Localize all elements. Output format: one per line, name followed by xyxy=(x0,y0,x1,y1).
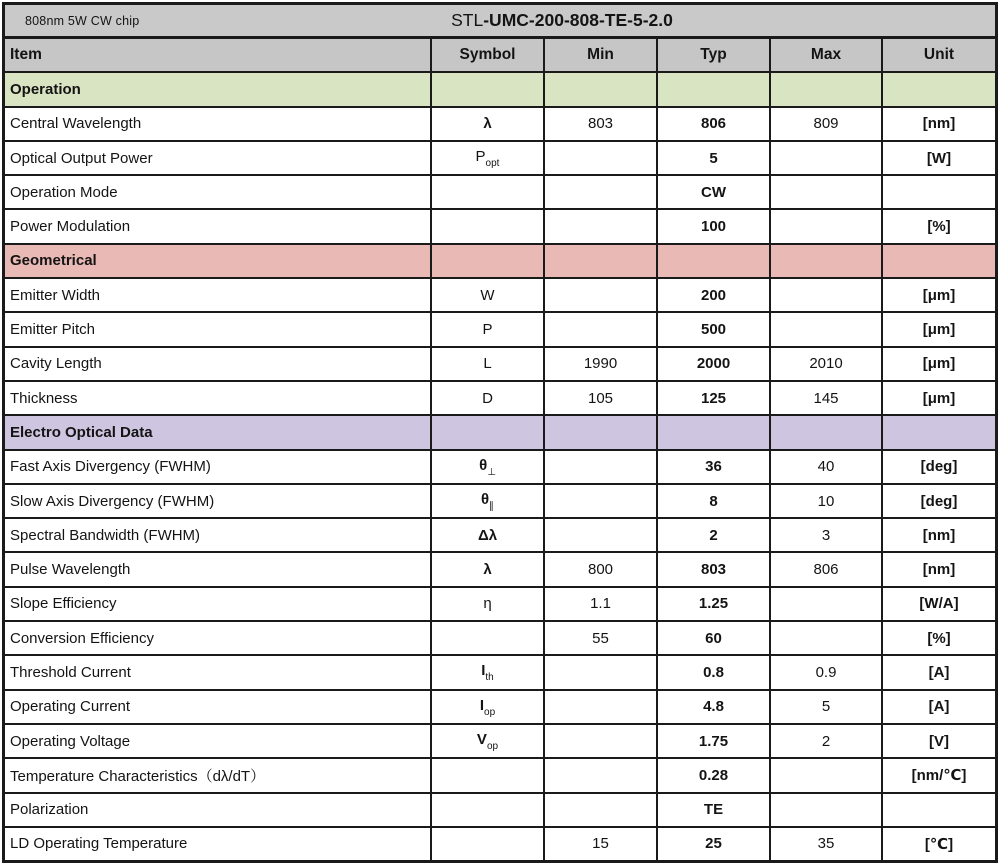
max-value: 5 xyxy=(770,690,882,724)
typ-value: 500 xyxy=(657,312,770,346)
spec-row-temperature-characteristics-d-dt xyxy=(5,758,995,792)
typ-value: 100 xyxy=(657,209,770,243)
min-value: 800 xyxy=(544,552,657,586)
symbol: η xyxy=(431,587,544,621)
max-value: 145 xyxy=(770,381,882,415)
section-empty-cell xyxy=(882,72,995,106)
section-empty-cell xyxy=(544,244,657,278)
title-bar xyxy=(5,5,995,39)
unit-value: [nm] xyxy=(882,552,995,586)
unit-value: [μm] xyxy=(882,347,995,381)
unit-value: [%] xyxy=(882,209,995,243)
unit-value: [μm] xyxy=(882,381,995,415)
item-name: Fast Axis Divergency (FWHM) xyxy=(5,450,431,484)
min-value xyxy=(544,141,657,175)
max-value: 40 xyxy=(770,450,882,484)
typ-value: 200 xyxy=(657,278,770,312)
max-value xyxy=(770,175,882,209)
model-number xyxy=(67,5,1000,36)
spec-row-thickness xyxy=(5,381,995,415)
typ-value: 60 xyxy=(657,621,770,655)
typ-value: TE xyxy=(657,793,770,827)
symbol: λ xyxy=(431,107,544,141)
max-value xyxy=(770,312,882,346)
item-name: Spectral Bandwidth (FWHM) xyxy=(5,518,431,552)
typ-value: 0.8 xyxy=(657,655,770,689)
symbol: $\theta_\perp$ xyxy=(431,450,544,484)
max-value xyxy=(770,758,882,792)
spec-row-operation-mode xyxy=(5,175,995,209)
symbol xyxy=(431,621,544,655)
max-value: 809 xyxy=(770,107,882,141)
min-value xyxy=(544,518,657,552)
item-name: Cavity Length xyxy=(5,347,431,381)
unit-value: [%] xyxy=(882,621,995,655)
max-value: 2010 xyxy=(770,347,882,381)
min-value xyxy=(544,312,657,346)
spec-row-pulse-wavelength xyxy=(5,552,995,586)
min-value xyxy=(544,484,657,518)
spec-row-conversion-efficiency xyxy=(5,621,995,655)
spec-row-emitter-width xyxy=(5,278,995,312)
item-name: Slow Axis Divergency (FWHM) xyxy=(5,484,431,518)
typ-value: 803 xyxy=(657,552,770,586)
typ-value: 2000 xyxy=(657,347,770,381)
item-name: Central Wavelength xyxy=(5,107,431,141)
spec-row-fast-axis-divergency-fwhm xyxy=(5,450,995,484)
symbol: λ xyxy=(431,552,544,586)
unit-value: [A] xyxy=(882,690,995,724)
min-value: 803 xyxy=(544,107,657,141)
max-value xyxy=(770,209,882,243)
symbol xyxy=(431,175,544,209)
unit-value xyxy=(882,793,995,827)
section-empty-cell xyxy=(882,244,995,278)
typ-value: 125 xyxy=(657,381,770,415)
column-header-min: Min xyxy=(544,39,657,72)
max-value xyxy=(770,278,882,312)
spec-row-spectral-bandwidth-fwhm xyxy=(5,518,995,552)
min-value xyxy=(544,450,657,484)
typ-value: 1.75 xyxy=(657,724,770,758)
item-name: Operation Mode xyxy=(5,175,431,209)
symbol xyxy=(431,758,544,792)
typ-value: 1.25 xyxy=(657,587,770,621)
item-name: LD Operating Temperature xyxy=(5,827,431,860)
section-label: Electro Optical Data xyxy=(5,415,431,449)
unit-value: [W] xyxy=(882,141,995,175)
spec-row-emitter-pitch xyxy=(5,312,995,346)
symbol: $I_{th}$ xyxy=(431,655,544,689)
spec-row-central-wavelength xyxy=(5,107,995,141)
unit-value: [nm] xyxy=(882,518,995,552)
item-name: Conversion Efficiency xyxy=(5,621,431,655)
header-row xyxy=(5,39,995,72)
min-value: 1.1 xyxy=(544,587,657,621)
min-value xyxy=(544,175,657,209)
section-empty-cell xyxy=(431,72,544,106)
item-name: Thickness xyxy=(5,381,431,415)
min-value xyxy=(544,278,657,312)
unit-value: [℃] xyxy=(882,827,995,860)
spec-row-slope-efficiency xyxy=(5,587,995,621)
item-name: Temperature Characteristics（dλ/dT） xyxy=(5,758,431,792)
max-value xyxy=(770,621,882,655)
typ-value: 36 xyxy=(657,450,770,484)
max-value: 2 xyxy=(770,724,882,758)
section-empty-cell xyxy=(431,415,544,449)
max-value: 10 xyxy=(770,484,882,518)
max-value: 0.9 xyxy=(770,655,882,689)
section-empty-cell xyxy=(657,415,770,449)
min-value xyxy=(544,724,657,758)
max-value xyxy=(770,141,882,175)
typ-value: 806 xyxy=(657,107,770,141)
spec-row-optical-output-power xyxy=(5,141,995,175)
spec-row-ld-operating-temperature xyxy=(5,827,995,860)
item-name: Pulse Wavelength xyxy=(5,552,431,586)
section-empty-cell xyxy=(431,244,544,278)
symbol xyxy=(431,209,544,243)
min-value xyxy=(544,655,657,689)
min-value: 1990 xyxy=(544,347,657,381)
item-name: Operating Voltage xyxy=(5,724,431,758)
section-row-operation xyxy=(5,72,995,106)
column-header-typ: Typ xyxy=(657,39,770,72)
item-name: Emitter Width xyxy=(5,278,431,312)
chip-label: 808nm 5W CW chip xyxy=(25,13,140,28)
symbol: P xyxy=(431,312,544,346)
section-empty-cell xyxy=(770,72,882,106)
spec-row-operating-current xyxy=(5,690,995,724)
symbol: Δλ xyxy=(431,518,544,552)
spec-row-slow-axis-divergency-fwhm xyxy=(5,484,995,518)
typ-value: 8 xyxy=(657,484,770,518)
section-label: Geometrical xyxy=(5,244,431,278)
section-row-electro-optical-data xyxy=(5,415,995,449)
symbol: L xyxy=(431,347,544,381)
column-header-unit: Unit xyxy=(882,39,995,72)
spec-row-polarization xyxy=(5,793,995,827)
unit-value: [μm] xyxy=(882,312,995,346)
model-prefix: STL xyxy=(451,10,484,30)
unit-value: [V] xyxy=(882,724,995,758)
max-value xyxy=(770,587,882,621)
typ-value: 2 xyxy=(657,518,770,552)
item-name: Emitter Pitch xyxy=(5,312,431,346)
section-empty-cell xyxy=(544,415,657,449)
symbol: $I_{op}$ xyxy=(431,690,544,724)
spec-row-threshold-current xyxy=(5,655,995,689)
section-empty-cell xyxy=(770,244,882,278)
section-label: Operation xyxy=(5,72,431,106)
typ-value: 4.8 xyxy=(657,690,770,724)
column-header-symbol: Symbol xyxy=(431,39,544,72)
typ-value: 25 xyxy=(657,827,770,860)
symbol: $\theta_\parallel$ xyxy=(431,484,544,518)
min-value xyxy=(544,793,657,827)
section-empty-cell xyxy=(657,72,770,106)
spec-table xyxy=(5,39,995,860)
datasheet xyxy=(2,2,998,863)
unit-value: [W/A] xyxy=(882,587,995,621)
unit-value xyxy=(882,175,995,209)
unit-value: [nm/℃] xyxy=(882,758,995,792)
min-value xyxy=(544,758,657,792)
max-value: 35 xyxy=(770,827,882,860)
column-header-item: Item xyxy=(5,39,431,72)
typ-value: 5 xyxy=(657,141,770,175)
section-empty-cell xyxy=(544,72,657,106)
spec-row-cavity-length xyxy=(5,347,995,381)
min-value: 105 xyxy=(544,381,657,415)
item-name: Optical Output Power xyxy=(5,141,431,175)
symbol: $P_{opt}$ xyxy=(431,141,544,175)
section-row-geometrical xyxy=(5,244,995,278)
symbol: W xyxy=(431,278,544,312)
item-name: Power Modulation xyxy=(5,209,431,243)
typ-value: CW xyxy=(657,175,770,209)
unit-value: [deg] xyxy=(882,484,995,518)
unit-value: [μm] xyxy=(882,278,995,312)
max-value: 806 xyxy=(770,552,882,586)
spec-row-operating-voltage xyxy=(5,724,995,758)
section-empty-cell xyxy=(882,415,995,449)
item-name: Polarization xyxy=(5,793,431,827)
item-name: Slope Efficiency xyxy=(5,587,431,621)
max-value: 3 xyxy=(770,518,882,552)
min-value: 15 xyxy=(544,827,657,860)
spec-row-power-modulation xyxy=(5,209,995,243)
model-code: -UMC-200-808-TE-5-2.0 xyxy=(483,10,673,30)
symbol: D xyxy=(431,381,544,415)
column-header-max: Max xyxy=(770,39,882,72)
symbol: $V_{op}$ xyxy=(431,724,544,758)
symbol xyxy=(431,827,544,860)
symbol xyxy=(431,793,544,827)
section-empty-cell xyxy=(770,415,882,449)
min-value: 55 xyxy=(544,621,657,655)
unit-value: [A] xyxy=(882,655,995,689)
unit-value: [deg] xyxy=(882,450,995,484)
section-empty-cell xyxy=(657,244,770,278)
min-value xyxy=(544,209,657,243)
min-value xyxy=(544,690,657,724)
typ-value: 0.28 xyxy=(657,758,770,792)
max-value xyxy=(770,793,882,827)
item-name: Threshold Current xyxy=(5,655,431,689)
unit-value: [nm] xyxy=(882,107,995,141)
item-name: Operating Current xyxy=(5,690,431,724)
